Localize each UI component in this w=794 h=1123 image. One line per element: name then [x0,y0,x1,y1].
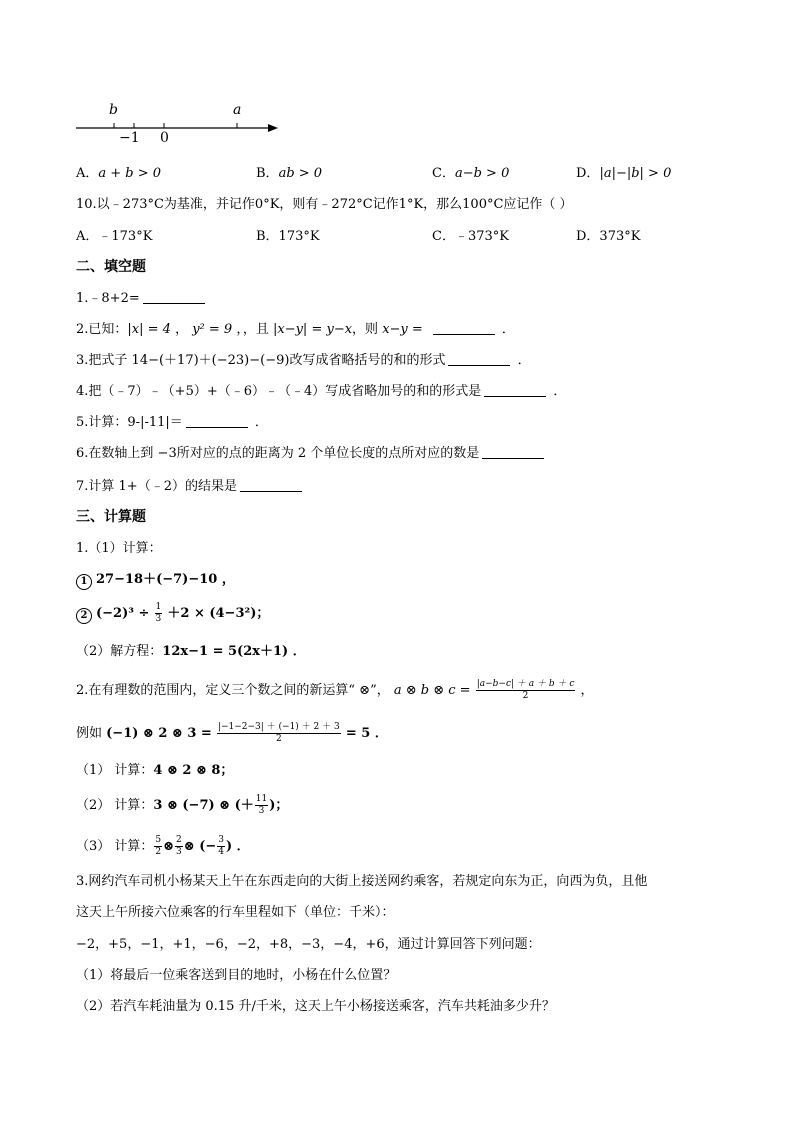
circled-number: 1 [76,574,92,590]
circled-number: 2 [76,608,92,624]
q10-option-d[interactable]: D．373°K [576,229,641,244]
answer-blank[interactable] [240,478,302,492]
q10-option-b[interactable]: B．173°K [256,229,320,244]
s3-q2-definition: 2.在有理数的范围内，定义三个数之间的新运算“ ⊗”， a ⊗ b ⊗ c = $\frac{|a-b-c| + a + b + c}{2}$ ， [76,679,594,701]
answer-blank[interactable] [433,321,495,335]
section3-title: 三、计算题 [76,509,146,525]
q9-option-b[interactable]: B．ab > 0 [256,166,323,181]
q9-option-c[interactable]: C．a−b > 0 [432,166,510,181]
fraction: $\frac{11}{3}$ [255,794,268,816]
answer-blank[interactable] [482,445,544,459]
s3-q3-line1: 3.网约汽车司机小杨某天上午在东西走向的大街上接送网约乘客，若规定向东为正，向西为负，且他 [76,874,648,889]
q9-option-d[interactable]: D．|a|−|b| > 0 [576,166,672,181]
q10-stem: 10.以﹣273°C为基准，并记作0°K，则有﹣272°C记作1°K，那么100°C应记作（ ） [76,197,573,212]
s2-q7: 7.计算 1+（﹣2）的结果是 [76,478,305,496]
s3-q3-sub1: （1）将最后一位乘客送到目的地时，小杨在什么位置？ [76,968,397,983]
s3-q2-sub2: （2） 计算：3 ⊗ (−7) ⊗ (＋ $\frac{11}{3}$ )； [76,794,289,816]
section2-title: 二、填空题 [76,259,146,275]
s2-q5: 5.计算：9-|-11|＝ ． [76,415,268,430]
s2-q6: 6.在数轴上到 −3所对应的点的距离为 2 个单位长度的点所对应的数是 [76,445,547,463]
fraction: $\frac{|-1-2-3| + (-1) + 2 + 3}{2}$ [217,722,340,744]
label-b: b [109,102,118,118]
answer-blank[interactable] [186,414,248,428]
q9-option-a[interactable]: A．a + b > 0 [76,166,162,181]
fraction: $\frac{1}{3}$ [155,602,162,624]
s3-q3-sub2: （2）若汽车耗油量为 0.15 升/千米，这天上午小杨接送乘客，汽车共耗油多少升？ [76,999,555,1014]
answer-blank[interactable] [484,383,546,397]
s3-q1-part1: 1 27−18＋(−7)−10 ， [76,571,235,590]
s3-q2-sub1: （1） 计算：4 ⊗ 2 ⊗ 8； [76,763,234,778]
answer-blank[interactable] [448,352,510,366]
s2-q4: 4.把（﹣7）﹣（+5）+（﹣6）﹣（﹣4）写成省略加号的和的形式是 ． [76,384,567,399]
s3-q3-line3: −2，+5，−1，+1，−6，−2，+8，−3，−4，+6，通过计算回答下列问题： [76,937,541,952]
fraction: $\frac{5}{2}$ [155,835,162,857]
label-a: a [233,102,242,118]
s2-q1: 1.﹣8+2= [76,290,208,308]
fraction: $\frac{|a-b-c| + a + b + c}{2}$ [476,679,575,701]
s3-q2-example: 例如 (−1) ⊗ 2 ⊗ 3 = $\frac{|-1-2-3| + (-1) + 2 + 3}{2}$ = 5 ． [76,722,388,744]
number-line-arrow [268,124,278,132]
answer-blank[interactable] [143,290,205,304]
label-neg1: −1 [119,130,140,146]
s2-q3: 3.把式子 14−(＋17)＋(−23)−(−9)改写成省略括号的和的形式 ． [76,353,531,368]
label-zero: 0 [160,130,169,146]
s3-q1-part3: （2）解方程：12x−1 = 5(2x＋1) ． [76,644,306,659]
fraction: $\frac{2}{3}$ [176,835,182,857]
number-line-figure [70,100,290,152]
s3-q1-head: 1.（1）计算： [76,541,162,556]
s3-q3-line2: 这天上午所接六位乘客的行车里程如下（单位：千米）： [76,905,395,920]
q10-option-c[interactable]: C．﹣373°K [432,229,509,244]
s3-q1-part2: 2 (−2)³ ÷ $\frac{1}{3}$ ＋2 × (4−3²)； [76,603,269,624]
fraction: $\frac{3}{4}$ [218,835,224,857]
s3-q2-sub3: （3） 计算： $\frac{5}{2}$ ⊗ $\frac{2}{3}$ ⊗ (− $\frac{3}{4}$ ) ． [76,835,250,857]
s2-q2: 2.已知：|x| = 4 ， y² = 9 ，，且 |x−y| = y−x，则 x−y = ． [76,322,515,337]
q10-option-a[interactable]: A．﹣173°K [76,229,153,244]
